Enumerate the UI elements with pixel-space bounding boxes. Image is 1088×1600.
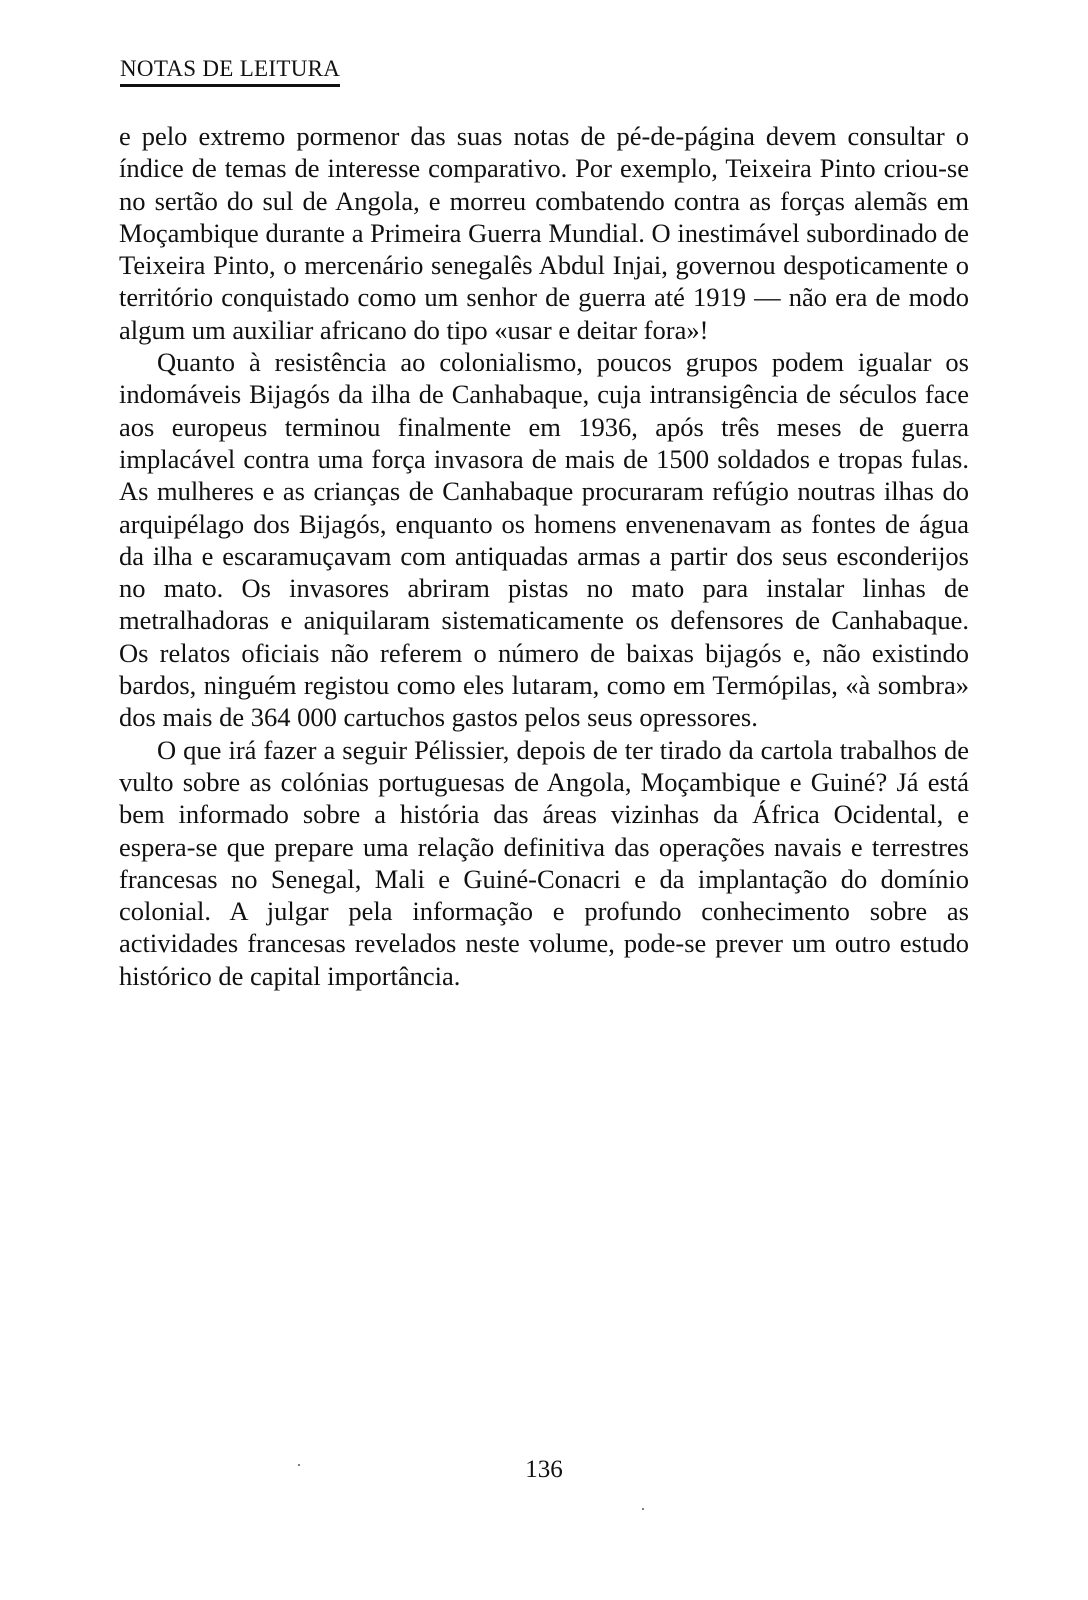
- paragraph-resistance: Quanto à resistência ao colonialismo, poucos grupos podem igualar os indomáveis Bijagós da ilha de Canhabaque, cuja intransigência de séculos face aos europeus terminou finalmente em 1936, após três meses de guerra implacável contra uma força invasora de mais de 1500 soldados e tropas fulas. As mulheres e as crianças de Canhabaque procuraram refúgio noutras ilhas do arquipélago dos Bijagós, enquanto os homens envenenavam as fontes de água da ilha e escaramuçavam com antiquadas armas a partir dos seus esconderijos no mato. Os invasores abriram pistas no mato para instalar linhas de metralhadoras e aniquilaram sistematicamente os defensores de Canhabaque. Os relatos oficiais não referem o número de baixas bijagós e, não existindo bardos, ninguém registou como eles lutaram, como em Termópilas, «à sombra» dos mais de 364 000 cartuchos gastos pelos seus opressores.: [119, 347, 969, 733]
- page-number: 136: [525, 1456, 563, 1483]
- paragraph-outlook: O que irá fazer a seguir Pélissier, depois de ter tirado da cartola trabalhos de vulto sobre as colónias portuguesas de Angola, Moçambique e Guiné? Já está bem informado sobre a história das áreas vizinhas da África Ocidental, e espera-se que prepare uma relação definitiva das operações navais e terrestres francesas no Senegal, Mali e Guiné-Conacri e da implantação do domínio colonial. A julgar pela informação e profundo conhecimento sobre as actividades francesas revelados neste volume, pode-se prever um outro estudo histórico de capital importância.: [119, 734, 969, 991]
- paragraph-continuation: e pelo extremo pormenor das suas notas de pé-de-página devem consultar o índice de temas de interesse comparativo. Por exemplo, Teixeira Pinto criou-se no sertão do sul de Angola, e morreu combatendo contra as forças alemãs em Moçambique durante a Primeira Guerra Mundial. O inestimável subordinado de Teixeira Pinto, o mercenário senegalês Abdul Injai, governou despoticamente o território conquistado como um senhor de guerra até 1919 — não era de modo algum um auxiliar africano do tipo «usar e deitar fora»!: [119, 121, 969, 345]
- running-header: NOTAS DE LEITURA: [120, 56, 340, 87]
- body-text: [119, 120, 969, 992]
- scan-speck: [642, 1508, 644, 1510]
- scan-speck: [298, 1464, 300, 1466]
